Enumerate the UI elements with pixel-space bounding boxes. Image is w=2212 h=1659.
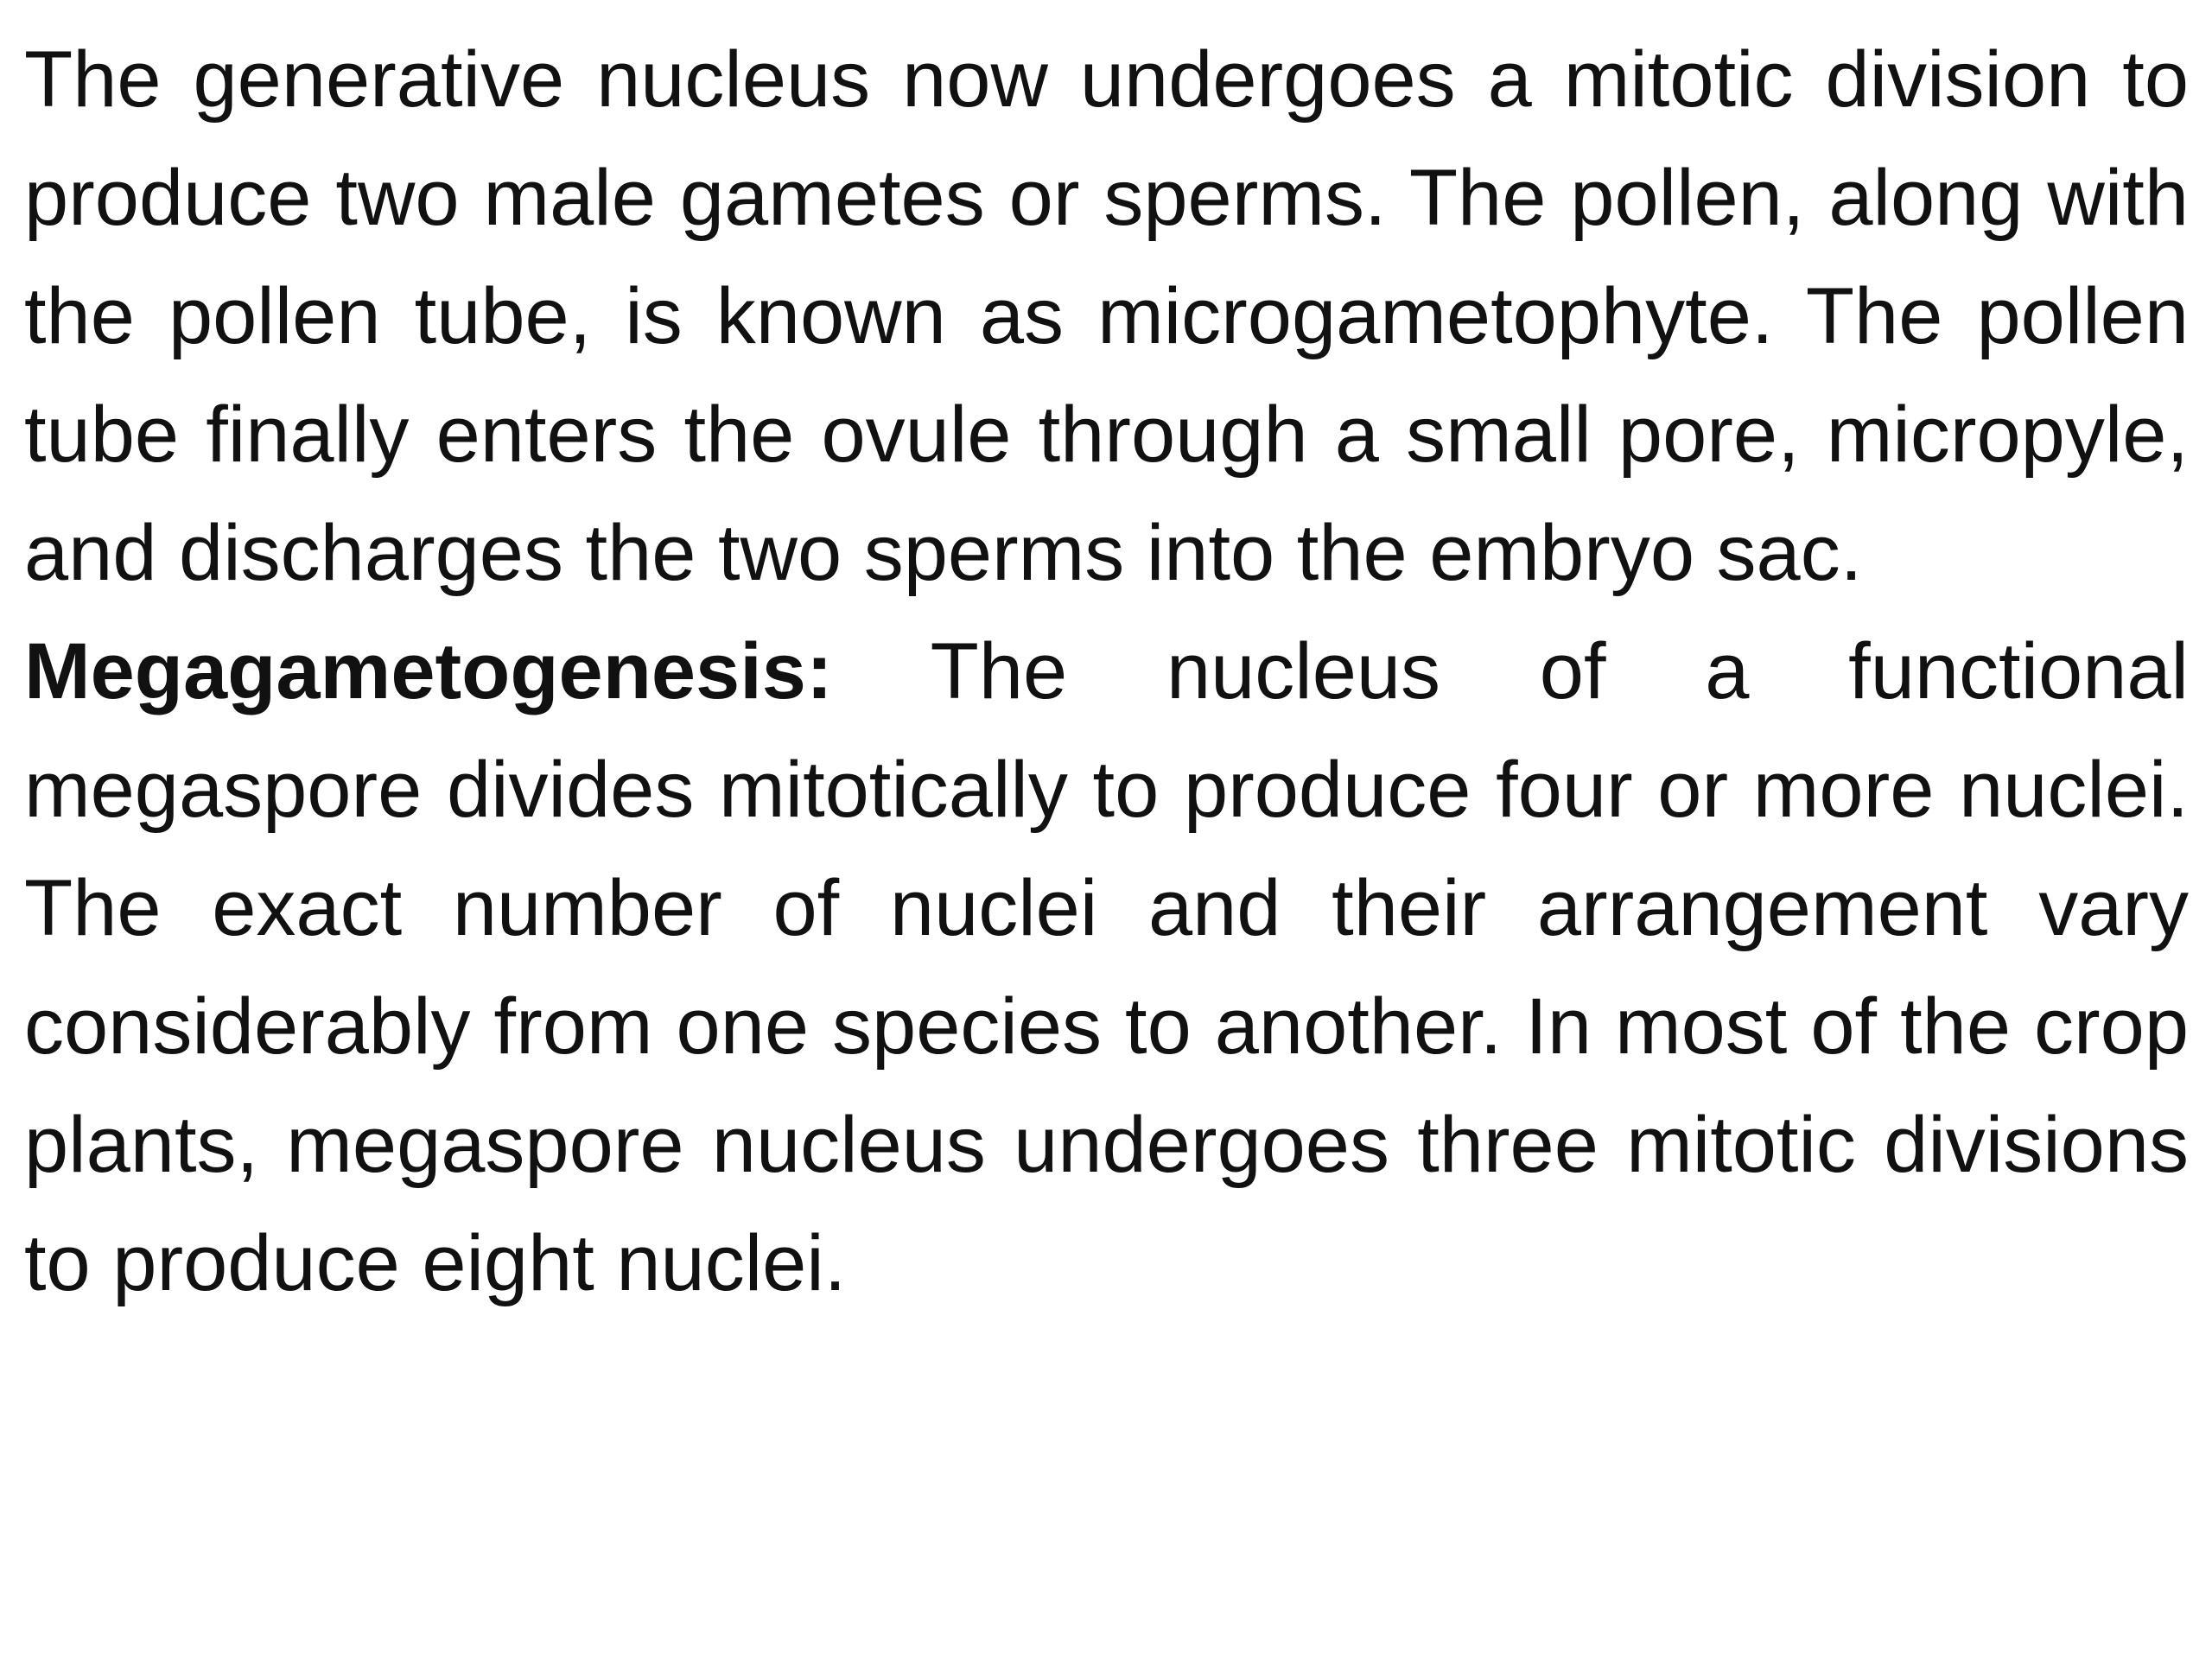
- text-body: [24, 21, 2189, 1323]
- megagametogenesis-description: The nucleus of a functional megaspore divides mitotically to produce four or more nuclei. The exact number of nuclei and their arrangement vary considerably from one species to another. In most of the crop plants, megaspore nucleus undergoes three mitotic divisions to produce eight nuclei.: [24, 627, 2189, 1307]
- paragraph-microgametophyte: The generative nucleus now undergoes a mitotic division to produce two male gametes or sperms. The pollen, along with the pollen tube, is known as microgametophyte. The pollen tube finally enters the ovule through a small pore, micropyle, and discharges the two sperms into the embryo sac.: [24, 35, 2189, 597]
- paragraph-megagametogenesis: [24, 613, 2189, 1323]
- term-megagametogenesis: Megagametogenesis:: [24, 627, 833, 715]
